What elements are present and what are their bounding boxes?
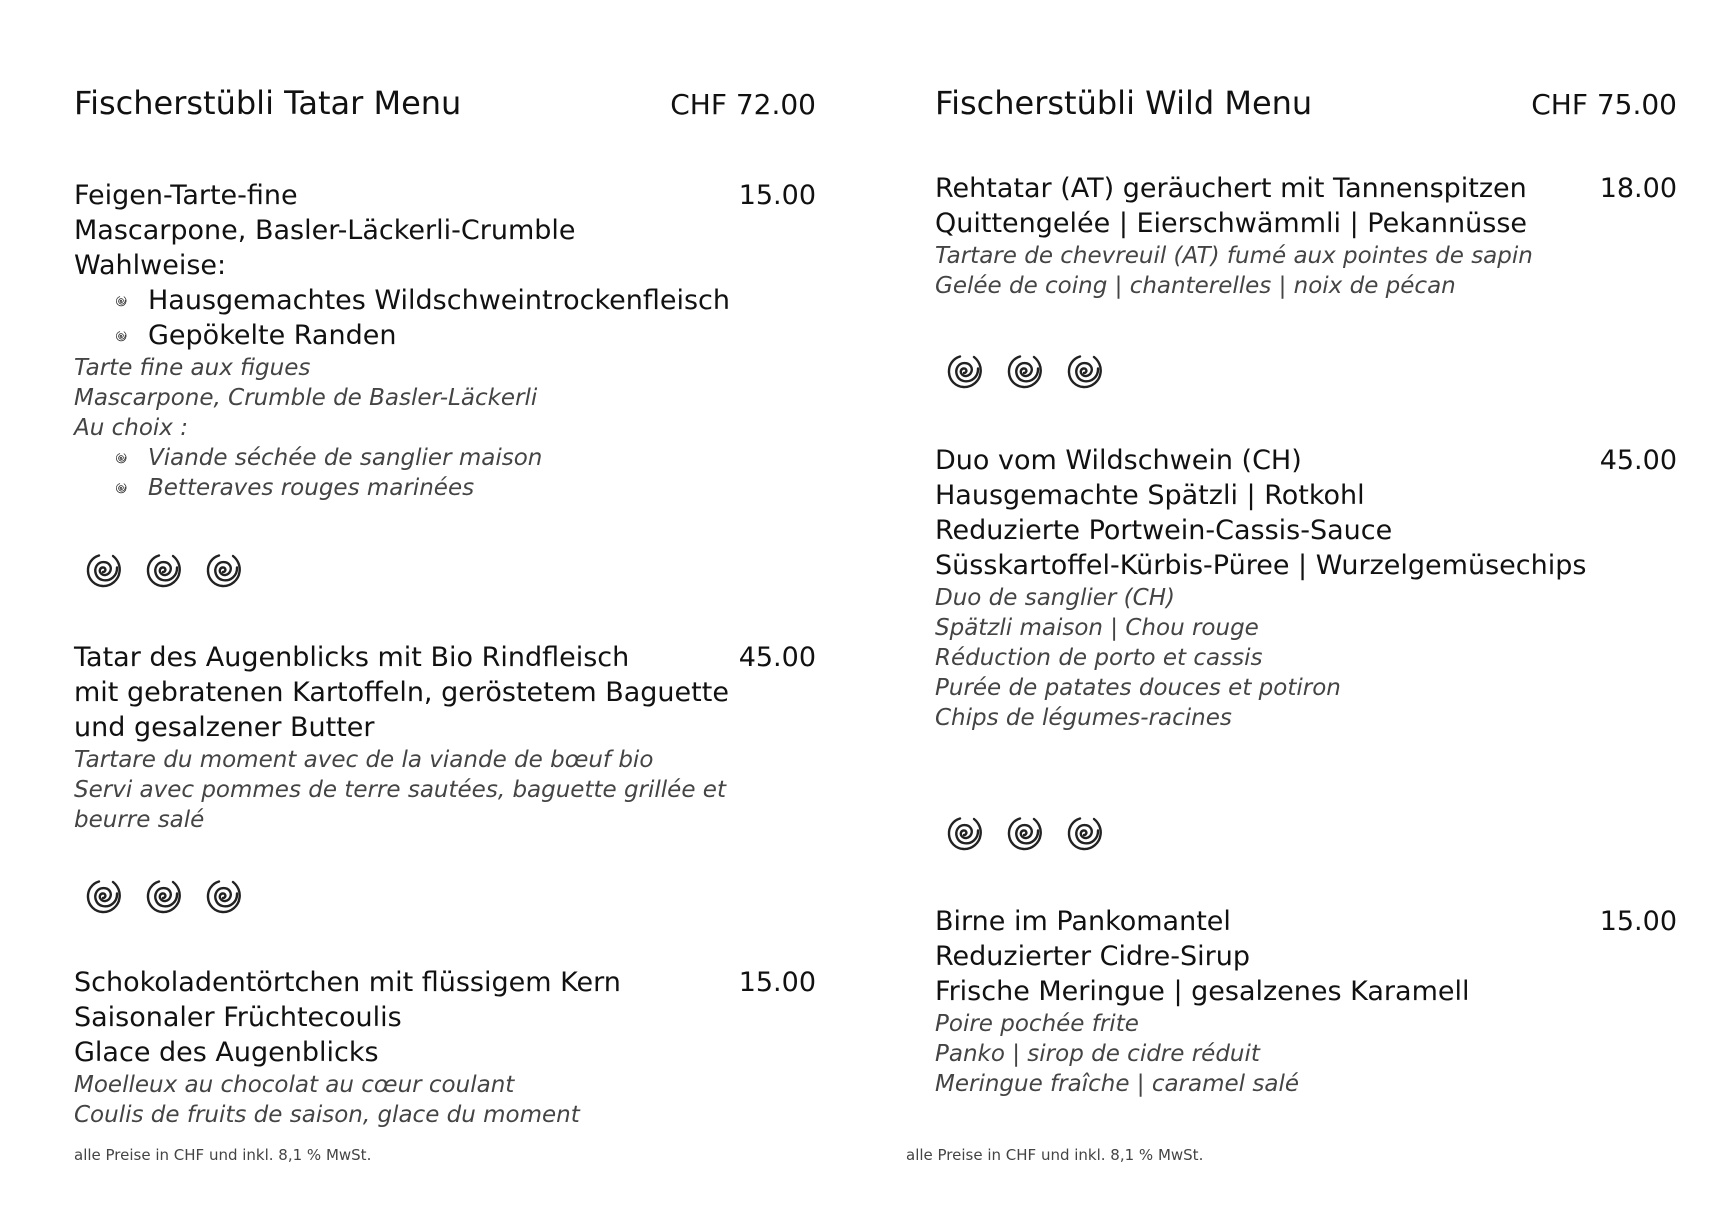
price-footnote: alle Preise in CHF und inkl. 8,1 % MwSt. (74, 1146, 372, 1164)
swirl-icon (82, 547, 124, 593)
course-price: 45.00 (738, 642, 816, 673)
course-translation: Purée de patates douces et potiron (935, 675, 1341, 701)
swirl-icon (943, 810, 985, 856)
course-dessert (74, 965, 816, 1130)
course-translation: Meringue fraîche | caramel salé (935, 1071, 1300, 1097)
course-line: Mascarpone, Basler-Läckerli-Crumble (74, 215, 576, 246)
course-price: 15.00 (738, 967, 816, 998)
swirl-icon (202, 873, 244, 919)
course-line: Hausgemachte Spätzli | Rotkohl (935, 480, 1365, 511)
menu-header (935, 84, 1677, 128)
course-price: 15.00 (1599, 906, 1677, 937)
course-translation: Mascarpone, Crumble de Basler-Läckerli (74, 385, 538, 411)
course-translation: Poire pochée frite (935, 1011, 1139, 1037)
swirl-bullet-icon (114, 481, 128, 495)
swirl-bullet-icon (114, 451, 128, 465)
course-translation: Au choix : (74, 415, 188, 441)
swirl-bullet-icon (114, 294, 128, 308)
course-translation: Réduction de porto et cassis (935, 645, 1263, 671)
swirl-icon (202, 547, 244, 593)
course-translation: Chips de légumes-racines (935, 705, 1232, 731)
menu-title: Fischerstübli Wild Menu (935, 84, 1313, 122)
course-separator (82, 547, 282, 597)
swirl-icon (142, 873, 184, 919)
option-label: Betteraves rouges marinées (148, 475, 475, 501)
course-translation: Moelleux au chocolat au cœur coulant (74, 1072, 515, 1098)
course-translation: Panko | sirop de cidre réduit (935, 1041, 1260, 1067)
course-line: Süsskartoffel-Kürbis-Püree | Wurzelgemüsechips (935, 550, 1587, 581)
course-title: Birne im Pankomantel (935, 906, 1231, 937)
option-item (74, 283, 816, 318)
course-translation: Gelée de coing | chanterelles | noix de pécan (935, 273, 1456, 299)
course-line: Glace des Augenblicks (74, 1037, 379, 1068)
course-main (74, 640, 816, 835)
course-line: mit gebratenen Kartoffeln, geröstetem Baguette (74, 677, 729, 708)
course-title: Duo vom Wildschwein (CH) (935, 445, 1302, 476)
course-title: Schokoladentörtchen mit flüssigem Kern (74, 967, 621, 998)
course-line: Reduzierter Cidre-Sirup (935, 941, 1251, 972)
course-title: Tatar des Augenblicks mit Bio Rindfleisch (74, 642, 630, 673)
course-line: Quittengelée | Eierschwämmli | Pekannüsse (935, 208, 1528, 239)
option-label: Hausgemachtes Wildschweintrockenfleisch (148, 285, 731, 316)
course-main (935, 443, 1677, 733)
swirl-icon (1003, 810, 1045, 856)
option-item (74, 443, 816, 473)
option-label: Viande séchée de sanglier maison (148, 445, 543, 471)
course-title: Feigen-Tarte-fine (74, 180, 298, 211)
menu-title: Fischerstübli Tatar Menu (74, 84, 462, 122)
course-line: und gesalzener Butter (74, 712, 375, 743)
course-line: Frische Meringue | gesalzenes Karamell (935, 976, 1470, 1007)
swirl-bullet-icon (114, 329, 128, 343)
course-price: 18.00 (1599, 173, 1677, 204)
swirl-icon (1003, 348, 1045, 394)
course-separator (82, 873, 282, 923)
course-starter (935, 171, 1677, 301)
option-item (74, 318, 816, 353)
course-translation: beurre salé (74, 807, 205, 833)
swirl-icon (943, 348, 985, 394)
course-translation: Servi avec pommes de terre sautées, baguette grillée et (74, 777, 726, 803)
course-separator (943, 810, 1143, 860)
swirl-icon (1063, 810, 1105, 856)
course-price: 15.00 (738, 180, 816, 211)
course-translation: Tartare de chevreuil (AT) fumé aux pointes de sapin (935, 243, 1533, 269)
course-line: Reduzierte Portwein-Cassis-Sauce (935, 515, 1393, 546)
course-translation: Tarte fine aux figues (74, 355, 311, 381)
menu-header (74, 84, 816, 128)
course-price: 45.00 (1599, 445, 1677, 476)
course-translation: Tartare du moment avec de la viande de bœuf bio (74, 747, 654, 773)
menu-price: CHF 72.00 (670, 88, 816, 121)
course-dessert (935, 904, 1677, 1099)
course-translation: Duo de sanglier (CH) (935, 585, 1175, 611)
swirl-icon (82, 873, 124, 919)
option-item (74, 473, 816, 503)
course-starter (74, 178, 816, 503)
swirl-icon (1063, 348, 1105, 394)
swirl-icon (142, 547, 184, 593)
course-line: Saisonaler Früchtecoulis (74, 1002, 402, 1033)
course-line: Wahlweise: (74, 250, 227, 281)
option-label: Gepökelte Randen (148, 320, 397, 351)
course-translation: Spätzli maison | Chou rouge (935, 615, 1259, 641)
price-footnote: alle Preise in CHF und inkl. 8,1 % MwSt. (906, 1146, 1204, 1164)
menu-price: CHF 75.00 (1531, 88, 1677, 121)
course-title: Rehtatar (AT) geräuchert mit Tannenspitzen (935, 173, 1527, 204)
course-separator (943, 348, 1143, 398)
course-translation: Coulis de fruits de saison, glace du moment (74, 1102, 580, 1128)
